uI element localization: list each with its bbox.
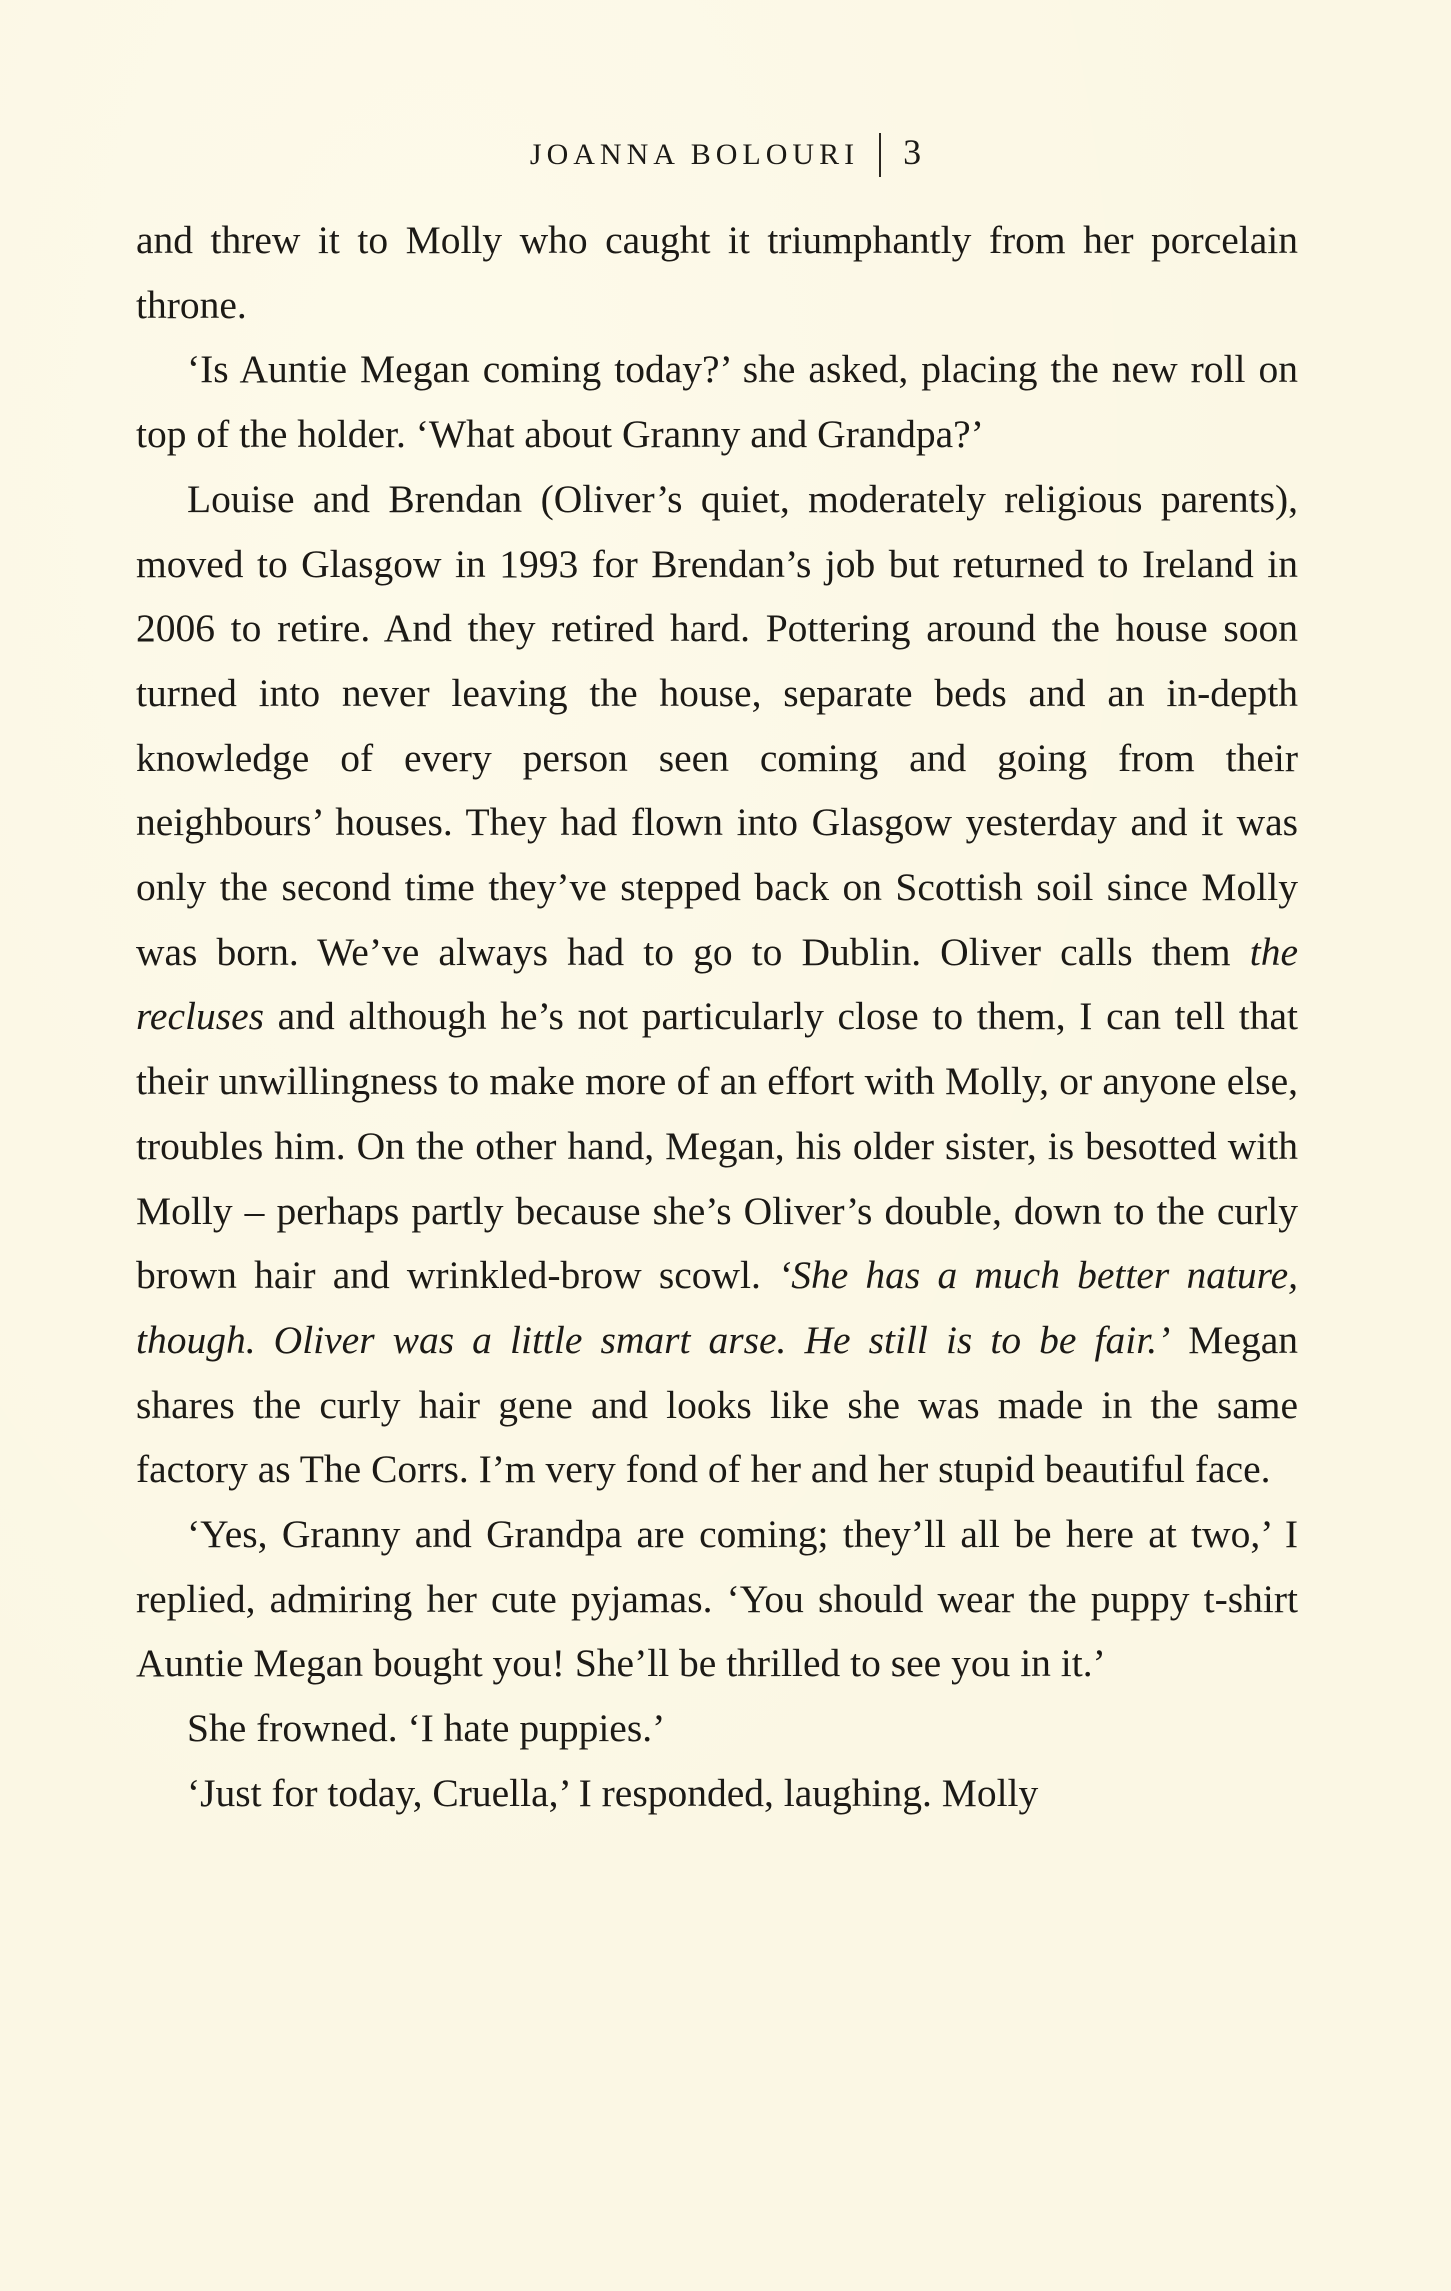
body-text (136, 208, 1298, 1826)
text-segment: She frowned. ‘I hate puppies.’ (187, 1706, 666, 1751)
header-divider (879, 133, 881, 177)
running-head (0, 122, 1451, 185)
paragraph (136, 1761, 1298, 1826)
italic-text-segment: ‘She has a much better nature, though. Oliver was a little smart arse. He still is to be fair.’ (136, 1253, 1298, 1362)
paragraph (136, 208, 1298, 337)
text-segment: and threw it to Molly who caught it triumphantly from her porcelain throne. (136, 218, 1298, 327)
page-number: 3 (903, 132, 922, 172)
paragraph (136, 1502, 1298, 1696)
text-segment: Megan shares the curly hair gene and looks like she was made in the same factory as The Corrs. I’m very fond of her and her stupid beautiful face. (136, 1317, 1298, 1492)
text-segment: Louise and Brendan (Oliver’s quiet, moderately religious parents), moved to Glasgow in 1993 for Brendan’s job but returned to Ireland in 2006 to retire. And they retired hard. Pottering around the house soon turned into never leaving the house, separate beds and an in-depth knowledge of every person seen coming and going from their neighbours’ houses. They had flown into Glasgow yesterday and it was only the second time they’ve stepped back on Scottish soil since Molly was born. We’ve always had to go to Dublin. Oliver calls them (136, 476, 1298, 974)
paragraph (136, 467, 1298, 1502)
author-name: JOANNA BOLOURI (529, 138, 860, 171)
text-segment: ‘Yes, Granny and Grandpa are coming; they’ll all be here at two,’ I replied, admiring her cute pyjamas. ‘You should wear the puppy t-shirt Auntie Megan bought you! She’ll be thrilled to see you in it.’ (136, 1512, 1298, 1686)
italic-text-segment: the recluses (136, 929, 1298, 1039)
paragraph (136, 337, 1298, 466)
text-segment: and although he’s not particularly close to them, I can tell that their unwillingness to make more of an effort with Molly, or anyone else, troubles him. On the other hand, Megan, his older sister, is besotted with Molly – perhaps partly because she’s Oliver’s double, down to the curly brown hair and wrinkled-brow scowl. (136, 994, 1298, 1298)
text-segment: ‘Just for today, Cruella,’ I responded, laughing. Molly (187, 1770, 1039, 1815)
text-segment: ‘Is Auntie Megan coming today?’ she asked, placing the new roll on top of the holder. ‘What about Granny and Grandpa?’ (136, 347, 1298, 457)
paragraph (136, 1696, 1298, 1761)
